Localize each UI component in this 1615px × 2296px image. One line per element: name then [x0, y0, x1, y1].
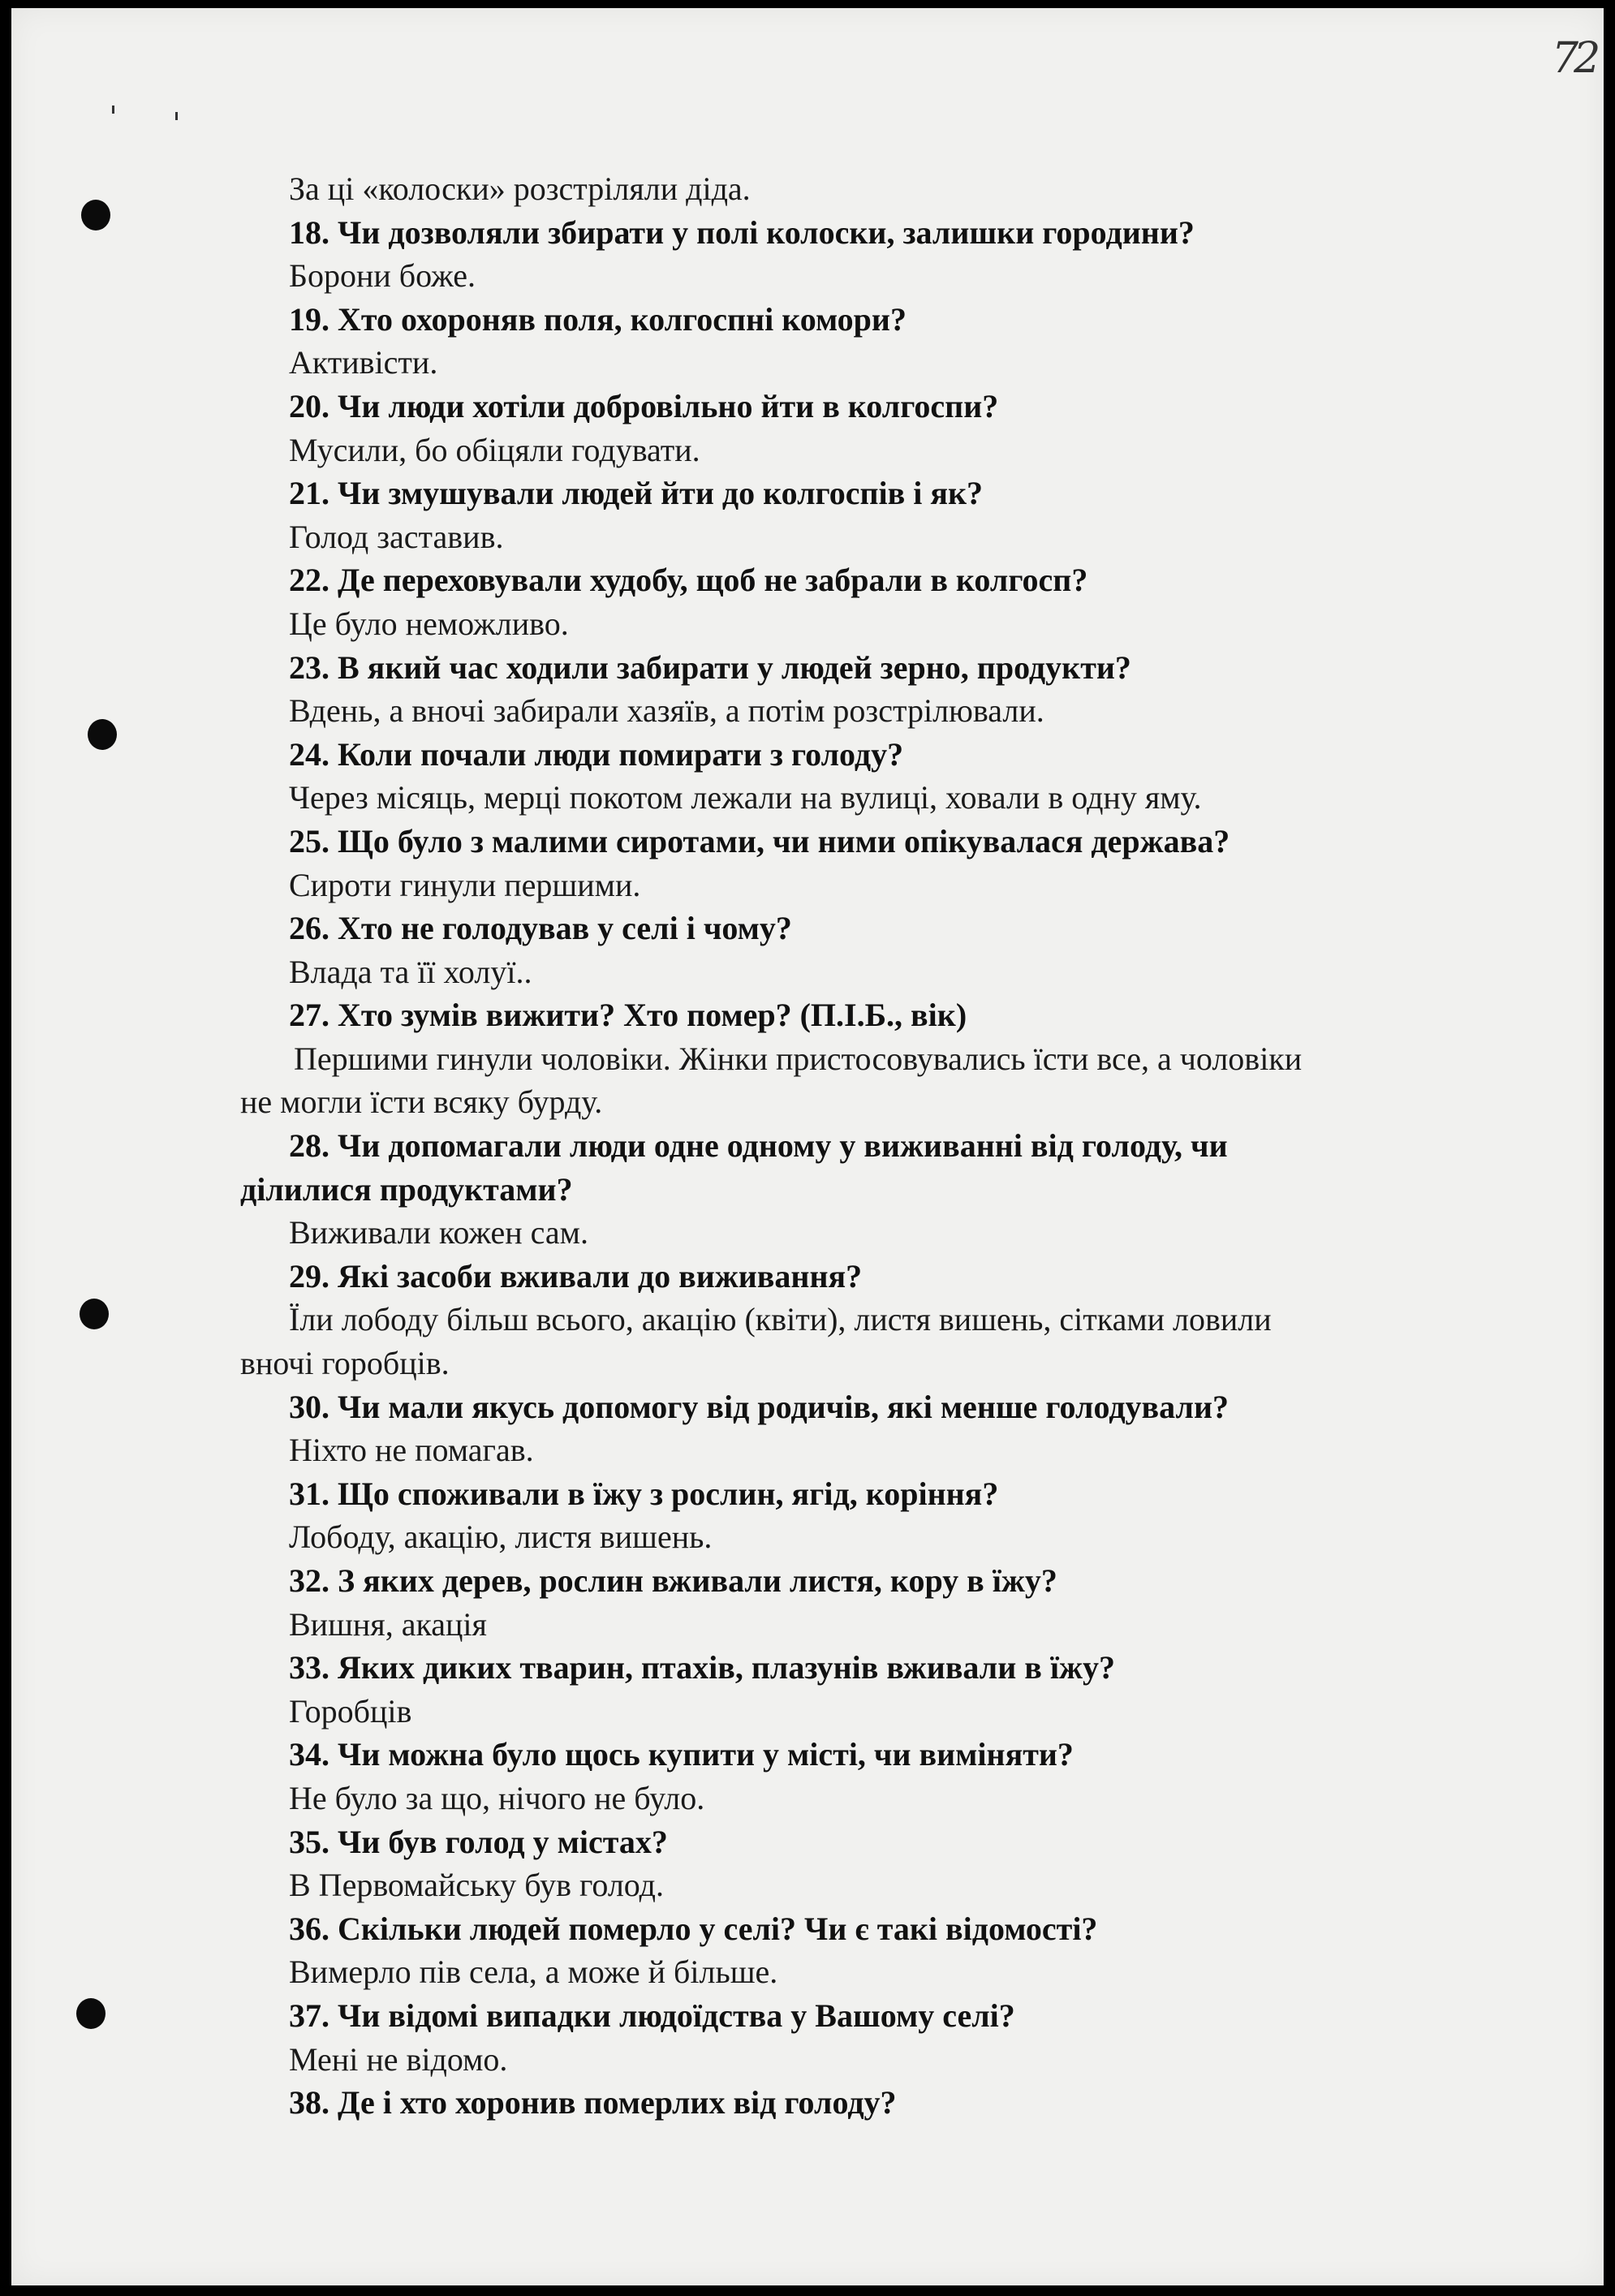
answer-28: Виживали кожен сам.	[289, 1214, 588, 1251]
question-24: 24. Коли почали люди помирати з голоду?	[289, 735, 904, 773]
answer-21: Голод заставив.	[289, 518, 504, 555]
question-31: 31. Що споживали в їжу з рослин, ягід, коріння?	[289, 1475, 999, 1512]
punch-hole	[81, 200, 110, 230]
answer-27-line-1: Першими гинули чоловіки. Жінки пристосовувались їсти все, а чоловіки	[294, 1040, 1303, 1077]
question-36: 36. Скільки людей померло у селі? Чи є такі відомості?	[289, 1910, 1098, 1947]
answer-36: Вимерло пів села, а може й більше.	[289, 1954, 778, 1991]
question-20: 20. Чи люди хотіли добровільно йти в колгоспи?	[289, 387, 999, 424]
question-35: 35. Чи був голод у містах?	[289, 1823, 668, 1860]
answer-31: Лободу, акацію, листя вишень.	[289, 1518, 713, 1556]
question-18: 18. Чи дозволяли збирати у полі колоски, залишки городини?	[289, 213, 1195, 251]
answer-19: Активісти.	[289, 344, 438, 381]
question-28-line-2: ділилися продуктами?	[240, 1170, 573, 1208]
answer-33: Горобців	[289, 1692, 412, 1730]
answer-30: Ніхто не помагав.	[289, 1432, 534, 1469]
answer-25: Сироти гинули першими.	[289, 866, 641, 903]
punch-hole	[76, 1998, 106, 2029]
answer-22: Це було неможливо.	[289, 605, 569, 642]
answer-24: Через місяць, мерці покотом лежали на вулиці, ховали в одну яму.	[289, 779, 1202, 816]
question-26: 26. Хто не голодував у селі і чому?	[289, 910, 792, 947]
question-38: 38. Де і хто хоронив померлих від голоду?	[289, 2084, 897, 2122]
answer-26: Влада та її холуї..	[289, 953, 532, 990]
scan-mark	[112, 106, 114, 114]
question-32: 32. З яких дерев, рослин вживали листя, кору в їжу?	[289, 1562, 1057, 1599]
answer-34: Не було за що, нічого не було.	[289, 1779, 705, 1816]
question-37: 37. Чи відомі випадки людоїдства у Вашому селі?	[289, 1997, 1015, 2034]
answer-29-line-1: Їли лободу більш всього, акацію (квіти), листя вишень, сітками ловили	[289, 1301, 1272, 1338]
interview-text	[240, 167, 1474, 2125]
question-29: 29. Які засоби вживали до виживання?	[289, 1257, 863, 1294]
answer-37: Мені не відомо.	[289, 2040, 508, 2078]
question-19: 19. Хто охороняв поля, колгоспні комори?	[289, 300, 907, 338]
answer-18: Борони боже.	[289, 257, 476, 295]
question-21: 21. Чи змушували людей йти до колгоспів і як?	[289, 475, 984, 512]
answer-32: Вишня, акація	[289, 1605, 487, 1643]
punch-hole	[88, 719, 117, 750]
answer-20: Мусили, бо обіцяли годувати.	[289, 431, 700, 468]
answer-23: Вдень, а вночі забирали хазяїв, а потім розстрілювали.	[289, 692, 1044, 730]
handwritten-page-number: 72	[1552, 34, 1596, 83]
question-33: 33. Яких диких тварин, птахів, плазунів вживали в їжу?	[289, 1649, 1115, 1686]
question-23: 23. В який час ходили забирати у людей зерно, продукти?	[289, 648, 1131, 686]
punch-hole	[80, 1299, 109, 1329]
answer-35: В Первомайську був голод.	[289, 1867, 664, 1904]
answer-27-line-2: не могли їсти всяку бурду.	[240, 1083, 603, 1121]
answer-29-line-2: вночі горобців.	[240, 1345, 450, 1382]
question-30: 30. Чи мали якусь допомогу від родичів, які менше голодували?	[289, 1388, 1229, 1425]
question-34: 34. Чи можна було щось купити у місті, чи виміняти?	[289, 1736, 1074, 1773]
question-27: 27. Хто зумів вижити? Хто помер? (П.І.Б., вік)	[289, 997, 967, 1034]
question-22: 22. Де переховували худобу, щоб не забрали в колгосп?	[289, 562, 1088, 599]
scan-mark	[175, 112, 178, 120]
question-25: 25. Що було з малими сиротами, чи ними опікувалася держава?	[289, 822, 1230, 859]
answer-line: За ці «колоски» розстріляли діда.	[289, 170, 751, 207]
question-28-line-1: 28. Чи допомагали люди одне одному у виживанні від голоду, чи	[289, 1127, 1228, 1165]
